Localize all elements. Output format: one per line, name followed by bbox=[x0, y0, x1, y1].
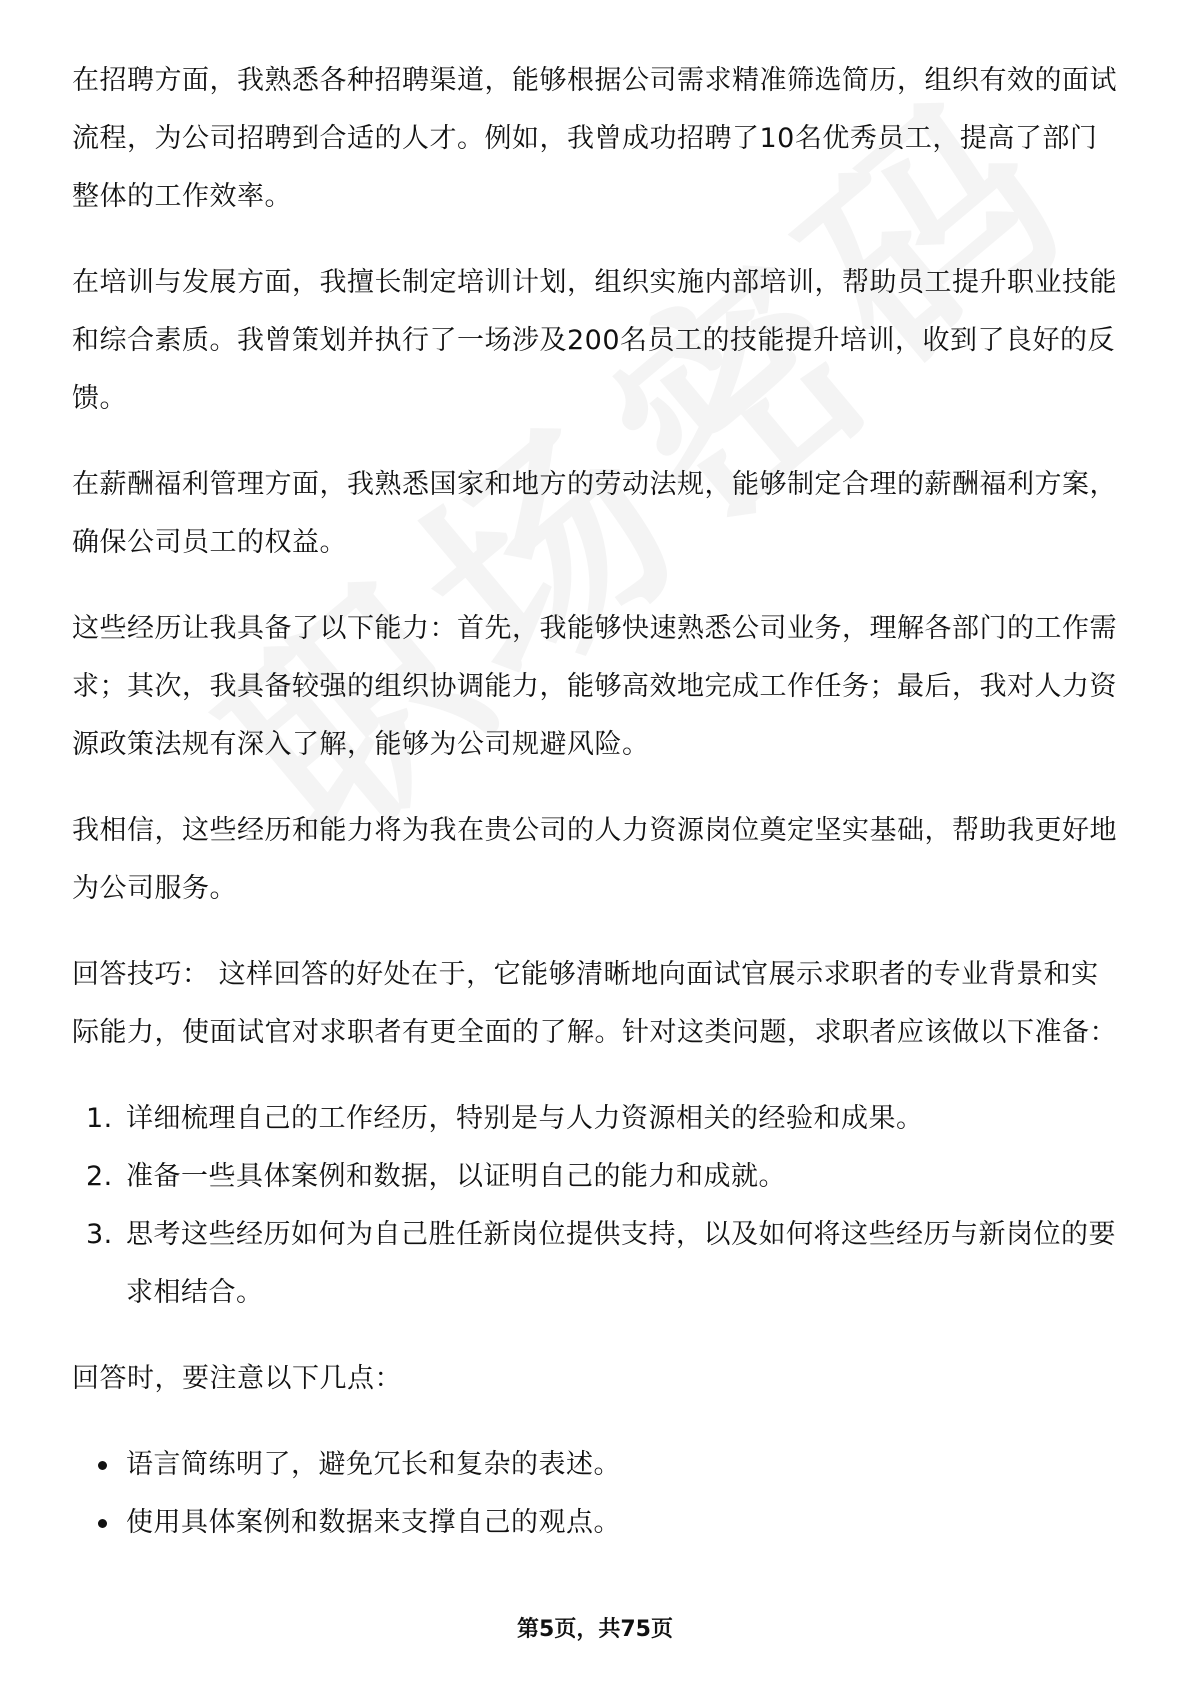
list-item-text: 准备一些具体案例和数据，以证明自己的能力和成就。 bbox=[126, 1161, 786, 1192]
list-number: 1. bbox=[86, 1103, 113, 1134]
list-item-text: 语言简练明了，避免冗长和复杂的表述。 bbox=[126, 1449, 621, 1480]
list-item bbox=[72, 1494, 1122, 1552]
page-content bbox=[72, 52, 1122, 1580]
bullet-icon bbox=[98, 1519, 107, 1528]
list-number: 3. bbox=[86, 1219, 113, 1250]
paragraph-abilities: 这些经历让我具备了以下能力：首先，我能够快速熟悉公司业务，理解各部门的工作需求；其次，我具备较强的组织协调能力，能够高效地完成工作任务；最后，我对人力资源政策法规有深入了解，能够为公司规避风险。 bbox=[72, 613, 1117, 760]
list-item bbox=[72, 1436, 1122, 1494]
paragraph-answer-tips: 回答技巧： 这样回答的好处在于，它能够清晰地向面试官展示求职者的专业背景和实际能力，使面试官对求职者有更全面的了解。针对这类问题，求职者应该做以下准备： bbox=[72, 959, 1117, 1048]
list-item bbox=[72, 1148, 1122, 1206]
list-number: 2. bbox=[86, 1161, 113, 1192]
preparation-list bbox=[72, 1090, 1122, 1322]
list-item bbox=[72, 1090, 1122, 1148]
notes-heading: 回答时，要注意以下几点： bbox=[72, 1363, 402, 1394]
page-number-footer: 第5页，共75页 bbox=[517, 1617, 673, 1642]
list-item-text: 思考这些经历如何为自己胜任新岗位提供支持，以及如何将这些经历与新岗位的要求相结合。 bbox=[126, 1219, 1116, 1308]
paragraph-recruitment: 在招聘方面，我熟悉各种招聘渠道，能够根据公司需求精准筛选简历，组织有效的面试流程，为公司招聘到合适的人才。例如，我曾成功招聘了10名优秀员工，提高了部门整体的工作效率。 bbox=[72, 65, 1117, 212]
paragraph-training: 在培训与发展方面，我擅长制定培训计划，组织实施内部培训，帮助员工提升职业技能和综合素质。我曾策划并执行了一场涉及200名员工的技能提升培训，收到了良好的反馈。 bbox=[72, 267, 1117, 414]
notes-list bbox=[72, 1436, 1122, 1552]
list-item-text: 使用具体案例和数据来支撑自己的观点。 bbox=[126, 1507, 621, 1538]
list-item bbox=[72, 1206, 1122, 1322]
bullet-icon bbox=[98, 1461, 107, 1470]
list-item-text: 详细梳理自己的工作经历，特别是与人力资源相关的经验和成果。 bbox=[126, 1103, 924, 1134]
paragraph-compensation: 在薪酬福利管理方面，我熟悉国家和地方的劳动法规，能够制定合理的薪酬福利方案，确保公司员工的权益。 bbox=[72, 469, 1117, 558]
paragraph-conclusion: 我相信，这些经历和能力将为我在贵公司的人力资源岗位奠定坚实基础，帮助我更好地为公司服务。 bbox=[72, 815, 1117, 904]
